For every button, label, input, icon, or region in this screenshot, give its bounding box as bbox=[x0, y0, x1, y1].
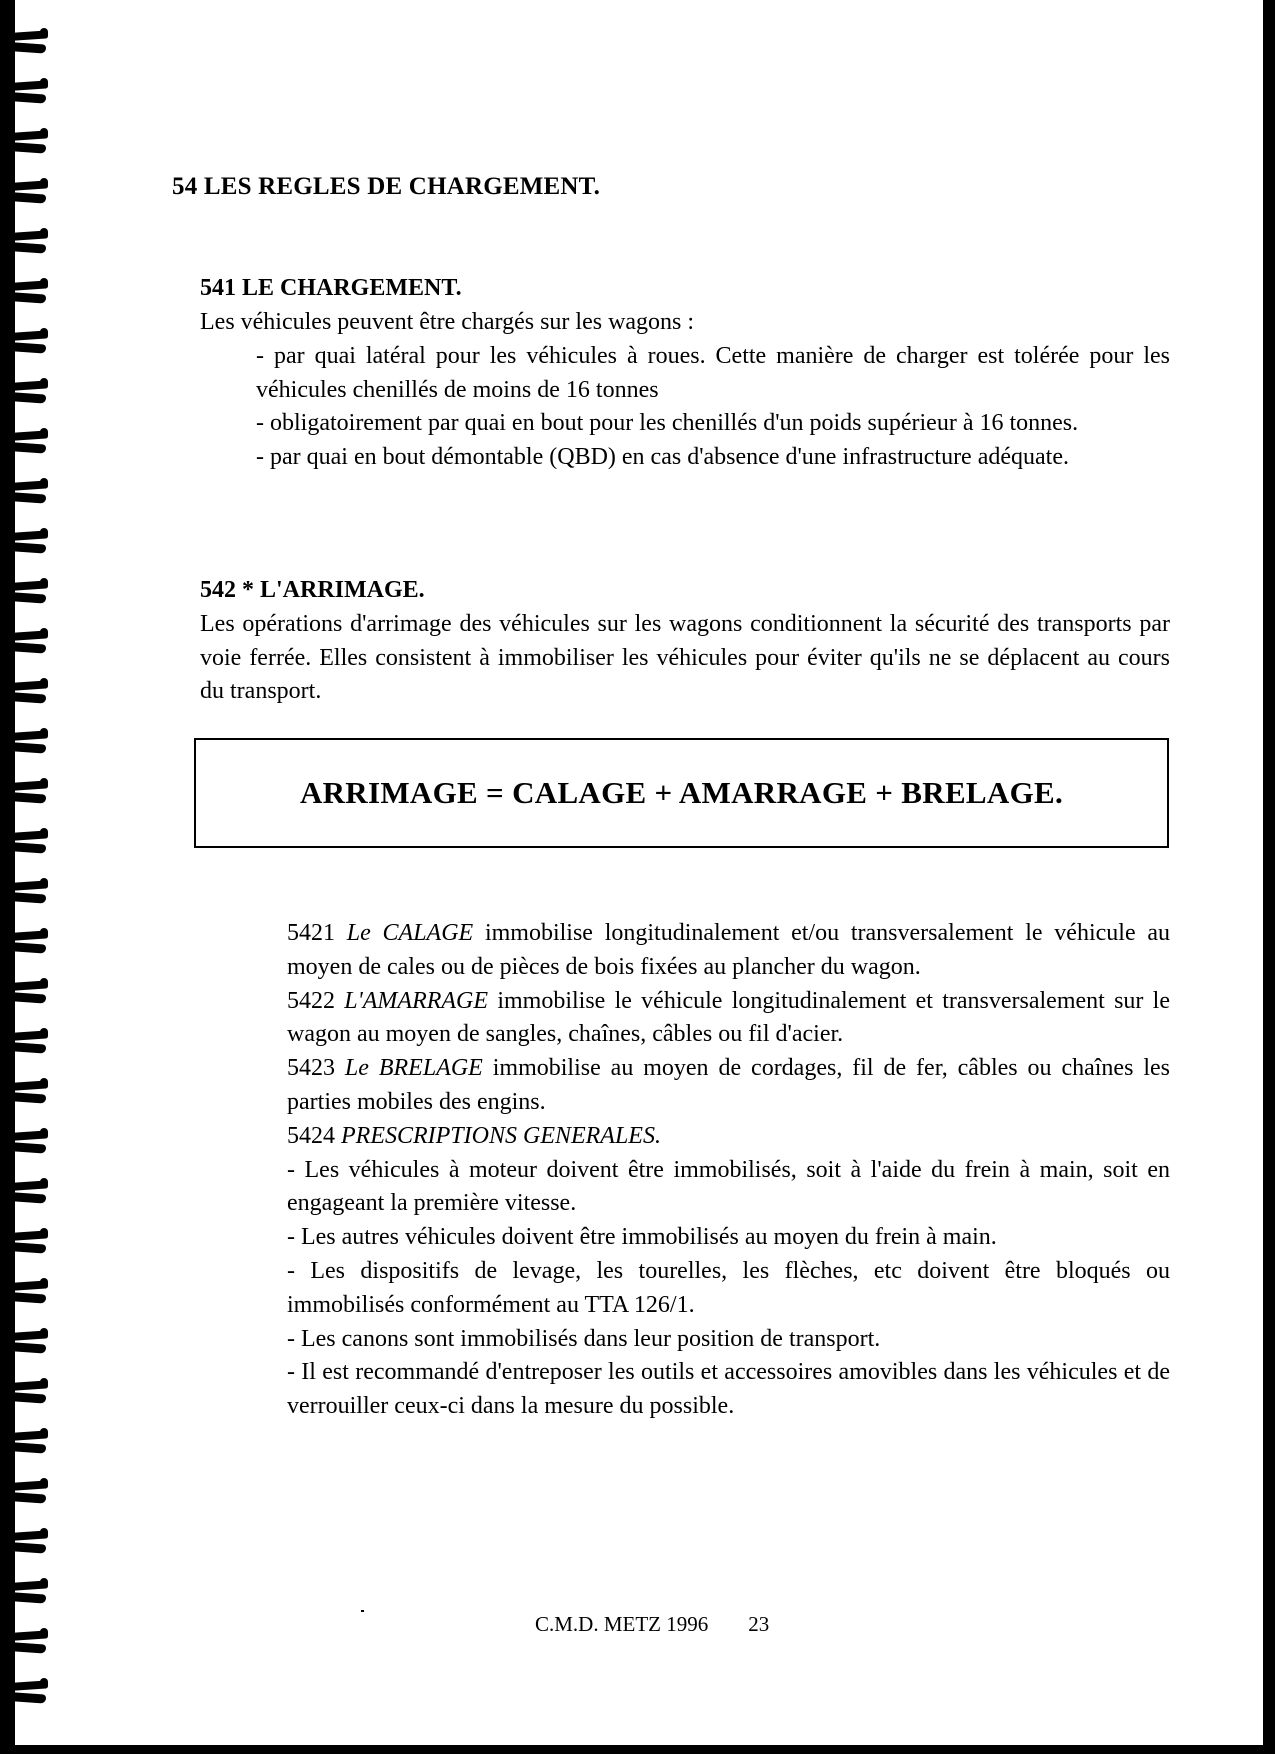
prescription-item: - Les canons sont immobilisés dans leur position de transport. bbox=[287, 1325, 881, 1352]
subsection-term: Le CALAGE bbox=[346, 920, 474, 946]
page-number: 23 bbox=[748, 1612, 770, 1636]
formula-text: ARRIMAGE = CALAGE + AMARRAGE + BRELAGE. bbox=[299, 775, 1064, 810]
page-footer bbox=[535, 1612, 769, 1637]
subsection-5423 bbox=[287, 1052, 1170, 1120]
prescription-item: - Les véhicules à moteur doivent être immobilisés, soit à l'aide du frein à main, soit en engageant la première vitesse. bbox=[287, 1156, 1170, 1217]
prescription-item: - Les dispositifs de levage, les tourelles, les flèches, etc doivent être bloqués ou immobilisés conformément au TTA 126/1. bbox=[287, 1257, 1170, 1318]
subsection-5421 bbox=[287, 917, 1170, 985]
subsection-term: L'AMARRAGE bbox=[344, 987, 489, 1014]
section-541-title: 541 LE CHARGEMENT. bbox=[200, 275, 462, 301]
subsection-5424 bbox=[287, 1120, 1170, 1154]
subsection-term: Le BRELAGE bbox=[344, 1055, 483, 1082]
subsection-number: 5422 bbox=[287, 987, 335, 1014]
list-item: - par quai latéral pour les véhicules à roues. Cette manière de charger est tolérée pour les véhicules chenillés de moins de 16 tonnes bbox=[256, 343, 1170, 403]
prescription-item: - Les autres véhicules doivent être immobilisés au moyen du frein à main. bbox=[287, 1224, 997, 1251]
prescription-item: - Il est recommandé d'entreposer les outils et accessoires amovibles dans les véhicules et de verrouiller ceux-ci dans la mesure du possible. bbox=[287, 1359, 1170, 1420]
subsections-block bbox=[287, 917, 1170, 1424]
subsection-text: immobilise au moyen de cordages, fil de fer, câbles ou chaînes les parties mobiles des engins. bbox=[287, 1055, 1170, 1115]
formula-box bbox=[194, 738, 1169, 848]
list-item: - par quai en bout démontable (QBD) en cas d'absence d'une infrastructure adéquate. bbox=[256, 443, 1069, 470]
subsection-text: immobilise longitudinalement et/ou transversalement le véhicule au moyen de cales ou de pièces de bois fixées au plancher du wagon. bbox=[287, 920, 1171, 980]
section-542-text: Les opérations d'arrimage des véhicules sur les wagons conditionnent la sécurité des transports par voie ferrée. Elles consistent à immobiliser les véhicules pour éviter qu'ils ne se déplacent au cours du transport. bbox=[200, 611, 1170, 704]
subsection-number: 5421 bbox=[287, 920, 335, 946]
section-542-title: 542 * L'ARRIMAGE. bbox=[200, 577, 425, 603]
section-541-list bbox=[256, 340, 1170, 474]
subsection-5422 bbox=[287, 985, 1170, 1053]
subsection-term: PRESCRIPTIONS GENERALES. bbox=[341, 1122, 661, 1149]
subsection-text: immobilise le véhicule longitudinalement et transversalement sur le wagon au moyen de sangles, chaînes, câbles ou fil d'acier. bbox=[287, 987, 1171, 1048]
footer-publisher: C.M.D. METZ 1996 bbox=[535, 1612, 709, 1636]
list-item: - obligatoirement par quai en bout pour les chenillés d'un poids supérieur à 16 tonnes. bbox=[256, 410, 1079, 436]
subsection-number: 5424 bbox=[287, 1122, 335, 1149]
chapter-heading: 54 LES REGLES DE CHARGEMENT. bbox=[172, 173, 601, 200]
scan-speck bbox=[361, 1610, 364, 1612]
section-541-intro: Les véhicules peuvent être chargés sur les wagons : bbox=[200, 309, 695, 335]
subsection-number: 5423 bbox=[287, 1055, 335, 1082]
